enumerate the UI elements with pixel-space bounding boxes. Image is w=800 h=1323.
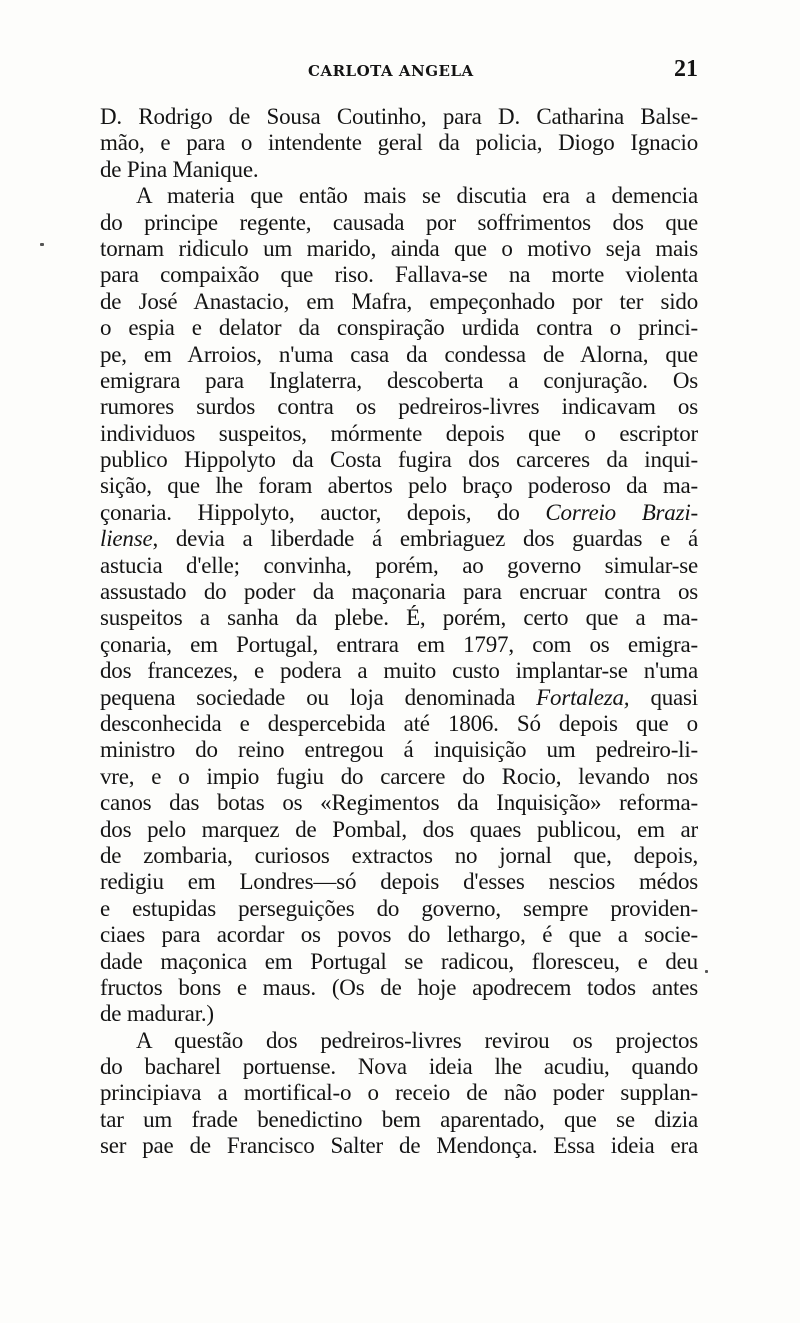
text-line: mão, e para o intendente geral da policia, Diogo Ignacio <box>100 130 698 156</box>
text-segment: pequena sociedade ou loja denominada <box>100 684 537 710</box>
text-line: individuos suspeitos, mórmente depois que o escriptor <box>100 420 698 446</box>
text-line: de zombaria, curiosos extractos no jornal que, depois, <box>100 842 698 868</box>
text-line: para compaixão que riso. Fallava-se na morte violenta <box>100 262 698 288</box>
text-line: rumores surdos contra os pedreiros-livres indicavam os <box>100 394 698 420</box>
text-line: publico Hippolyto da Costa fugira dos carceres da inqui- <box>100 447 698 473</box>
text-segment: çonaria. Hippolyto, auctor, depois, do <box>100 499 546 525</box>
page-header <box>100 56 698 86</box>
text-line: D. Rodrigo de Sousa Coutinho, para D. Catharina Balse- <box>100 104 698 129</box>
text-line: do bacharel portuense. Nova ideia lhe acudiu, quando <box>100 1054 698 1080</box>
text-segment: , devia a liberdade á embriaguez dos guardas e á <box>152 526 698 552</box>
print-speck <box>705 970 708 973</box>
text-line: desconhecida e despercebida até 1806. Só depois que o <box>100 710 698 736</box>
text-line: tornam ridiculo um marido, ainda que o motivo seja mais <box>100 235 698 261</box>
text-line: dos francezes, e podera a muito custo implantar-se n'uma <box>100 658 698 684</box>
text-segment: quasi <box>629 684 698 710</box>
text-line: dade maçonica em Portugal se radicou, floresceu, e deu <box>100 948 698 974</box>
text-line: A questão dos pedreiros-livres revirou os projectos <box>136 1027 698 1053</box>
text-line: redigiu em Londres—só depois d'esses nescios médos <box>100 869 698 895</box>
text-line: e estupidas perseguições do governo, sempre providen- <box>100 895 698 921</box>
text-line: ciaes para acordar os povos do lethargo, é que a socie- <box>100 922 698 948</box>
text-line: pe, em Arroios, n'uma casa da condessa de Alorna, que <box>100 341 698 367</box>
text-line: astucia d'elle; convinha, porém, ao governo simular-se <box>100 552 698 578</box>
text-line: sição, que lhe foram abertos pelo braço poderoso da ma- <box>100 473 698 499</box>
text-line: fructos bons e maus. (Os de hoje apodrecem todos antes <box>100 974 698 1000</box>
running-title: CARLOTA ANGELA <box>308 62 474 80</box>
text-line: ser pae de Francisco Salter de Mendonça. Essa ideia era <box>100 1133 698 1159</box>
text-line: suspeitos a sanha da plebe. É, porém, certo que a ma- <box>100 605 698 631</box>
text-line: emigrara para Inglaterra, descoberta a conjuração. Os <box>100 367 698 393</box>
text-line: A materia que então mais se discutia era a demencia <box>136 183 698 209</box>
text-line: de Pina Manique. <box>100 156 259 182</box>
italic-title-correio-tail: liense <box>100 526 153 552</box>
text-line: assustado do poder da maçonaria para encruar contra os <box>100 579 698 605</box>
body-text <box>100 104 698 1160</box>
text-line: de José Anastacio, em Mafra, empeçonhado por ter sido <box>100 288 698 314</box>
text-line: dos pelo marquez de Pombal, dos quaes publicou, em ar <box>100 816 698 842</box>
page-number: 21 <box>674 56 698 82</box>
text-line-mixed <box>100 500 698 526</box>
text-line-mixed <box>100 685 698 711</box>
text-line: principiava a mortifical-o o receio de não poder supplan- <box>100 1080 698 1106</box>
text-line-mixed <box>100 526 698 552</box>
print-speck <box>40 243 44 246</box>
text-line: o espia e delator da conspiração urdida contra o princi- <box>100 315 698 341</box>
text-line: tar um frade benedictino bem aparentado, que se dizia <box>100 1106 698 1132</box>
text-line: de madurar.) <box>100 1001 214 1027</box>
text-line: vre, e o impio fugiu do carcere do Rocio, levando nos <box>100 763 698 789</box>
text-line: ministro do reino entregou á inquisição um pedreiro-li- <box>100 737 698 763</box>
text-line: canos das botas os «Regimentos da Inquisição» reforma- <box>100 790 698 816</box>
italic-title-correio: Correio Brazi- <box>545 499 699 525</box>
italic-title-fortaleza: Fortaleza, <box>536 684 630 710</box>
text-line: çonaria, em Portugal, entrara em 1797, com os emigra- <box>100 631 698 657</box>
text-line: do principe regente, causada por soffrimentos dos que <box>100 209 698 235</box>
